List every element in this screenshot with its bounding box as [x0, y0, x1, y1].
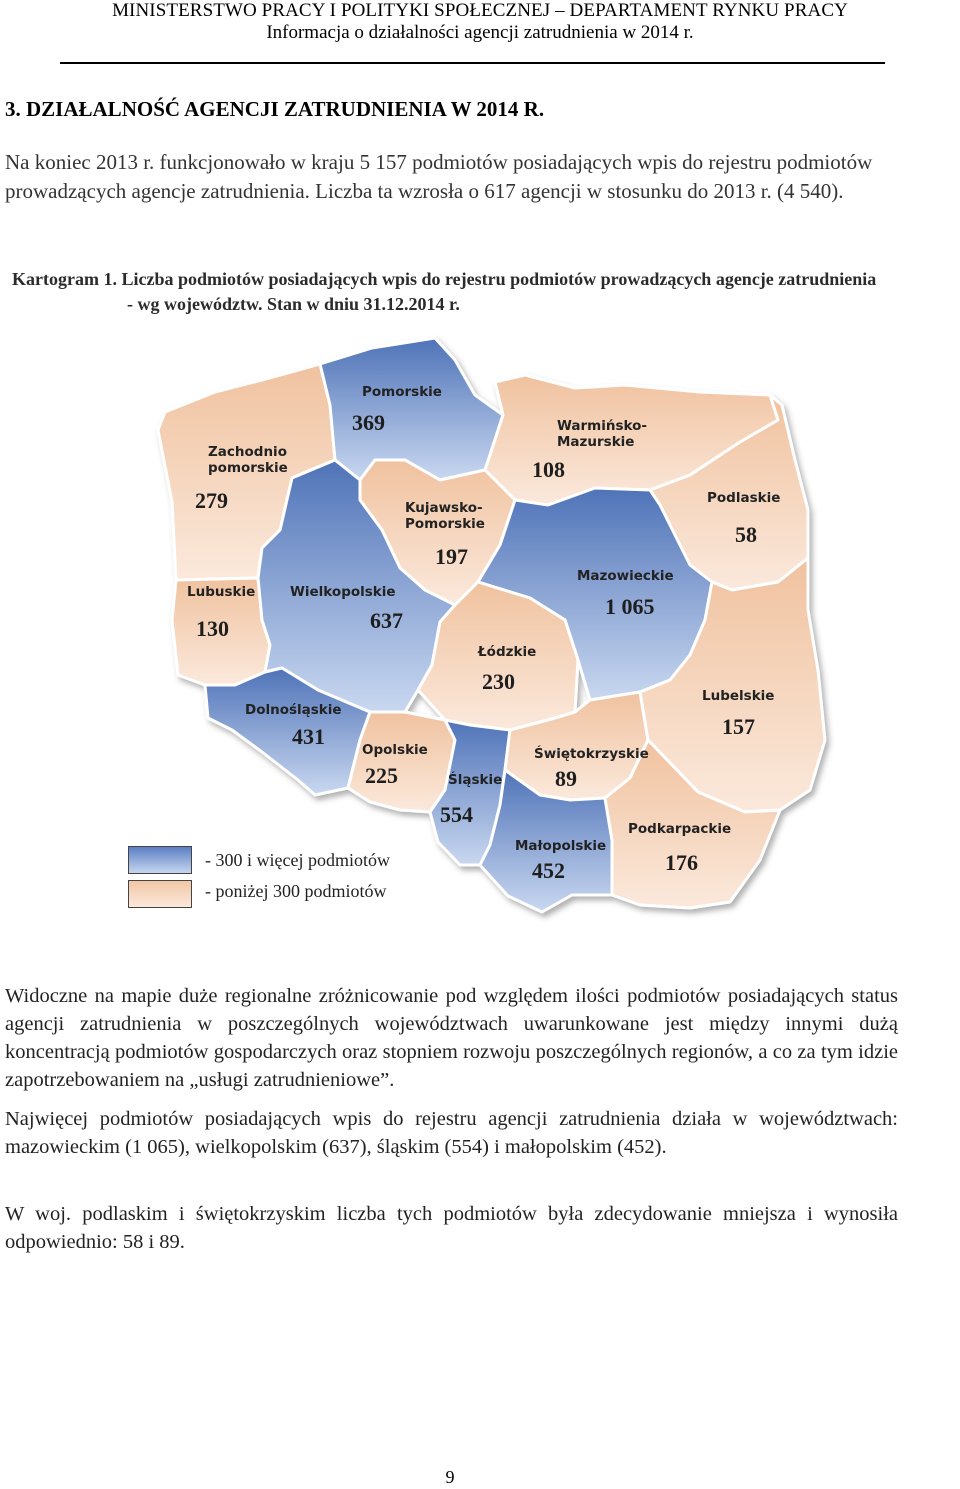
page-number: 9: [445, 1467, 455, 1487]
region-name-podkarpackie: Podkarpackie: [628, 821, 732, 837]
region-name-lubelskie: Lubelskie: [702, 688, 775, 704]
map-caption: [12, 267, 960, 317]
region-value-dolnośląskie: 431: [292, 724, 325, 749]
section-title: 3. DZIAŁALNOŚĆ AGENCJI ZATRUDNIENIA W 2014 R.: [5, 97, 545, 121]
legend-label-high: - 300 i więcej podmiotów: [205, 850, 390, 870]
region-name-mazowieckie: Mazowieckie: [577, 568, 674, 584]
map-caption-line2: - wg województw. Stan w dniu 31.12.2014 r.: [127, 294, 460, 314]
intro-paragraph: Na koniec 2013 r. funkcjonowało w kraju 5 157 podmiotów posiadających wpis do rejestru podmiotów prowadzących agencje zatrudnienia. Liczba ta wzrosła o 617 agencji w stosunku do 2013 r. (4 540).: [5, 150, 873, 203]
legend-label-low: - poniżej 300 podmiotów: [205, 881, 387, 901]
region-value-podlaskie: 58: [735, 522, 757, 547]
region-name-dolnośląskie: Dolnośląskie: [245, 702, 342, 718]
region-name-wielkopolskie: Wielkopolskie: [290, 584, 396, 600]
region-value-pomorskie: 369: [352, 410, 385, 435]
region-value-zachodnio-pomorskie: 279: [195, 488, 228, 513]
region-name-małopolskie: Małopolskie: [515, 838, 607, 854]
region-value-łódzkie: 230: [482, 669, 515, 694]
region-value-warmińsko-mazurskie: 108: [532, 457, 565, 482]
region-name-warmińsko-mazurskie: Warmińsko-Mazurskie: [557, 418, 648, 450]
region-value-śląskie: 554: [440, 802, 473, 827]
region-name-opolskie: Opolskie: [362, 742, 428, 758]
region-name-zachodnio-pomorskie: Zachodnio pomorskie: [208, 444, 288, 476]
region-name-świętokrzyskie: Świętokrzyskie: [534, 746, 649, 762]
map-caption-line1: Kartogram 1. Liczba podmiotów posiadających wpis do rejestru podmiotów prowadzących agencje zatrudnienia: [12, 269, 877, 289]
region-value-kujawsko-pomorskie: 197: [435, 544, 468, 569]
paragraph-lowest-regions: W woj. podlaskim i świętokrzyskim liczba tych podmiotów była zdecydowanie mniejsza i wynosiła odpowiednio: 58 i 89.: [5, 1203, 898, 1253]
header-divider: [60, 62, 885, 64]
region-name-pomorskie: Pomorskie: [362, 384, 442, 400]
header-report-title: Informacja o działalności agencji zatrudnienia w 2014 r.: [266, 22, 694, 43]
region-value-świętokrzyskie: 89: [555, 766, 577, 791]
paragraph-top-regions: Najwięcej podmiotów posiadających wpis do rejestru agencji zatrudnienia działa w województwach: mazowieckim (1 065), wielkopolskim (637), śląskim (554) i małopolskim (452).: [5, 1108, 898, 1158]
region-name-podlaskie: Podlaskie: [707, 490, 781, 506]
region-name-lubuskie: Lubuskie: [187, 584, 256, 600]
region-value-opolskie: 225: [365, 763, 398, 788]
region-value-mazowieckie: 1 065: [605, 594, 655, 619]
region-value-małopolskie: 452: [532, 858, 565, 883]
region-value-lubuskie: 130: [196, 616, 229, 641]
region-name-łódzkie: Łódzkie: [478, 644, 537, 660]
region-value-lubelskie: 157: [722, 714, 755, 739]
legend-swatch-low: [128, 880, 192, 908]
paragraph-regional-differences: Widoczne na mapie duże regionalne zróżnicowanie pod względem ilości podmiotów posiadających status agencji zatrudnienia w poszczególnych województwach uwarunkowane jest między innymi dużą koncentracją podmiotów gospodarczych oraz stopniem rozwoju poszczególnych regionów, a co za tym idzie zapotrzebowaniem na „usługi zatrudnieniowe”.: [5, 985, 898, 1091]
region-name-kujawsko-pomorskie: Kujawsko-Pomorskie: [405, 500, 485, 532]
header-ministry: MINISTERSTWO PRACY I POLITYKI SPOŁECZNEJ – DEPARTAMENT RYNKU PRACY: [112, 0, 848, 21]
region-value-wielkopolskie: 637: [370, 608, 403, 633]
region-name-śląskie: Śląskie: [448, 772, 503, 788]
region-value-podkarpackie: 176: [665, 850, 698, 875]
region-pomorskie: [320, 338, 503, 480]
legend-swatch-high: [128, 846, 192, 874]
